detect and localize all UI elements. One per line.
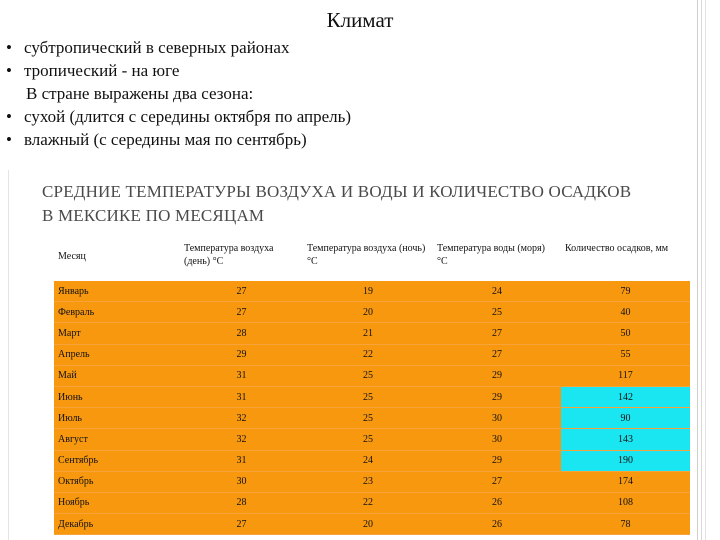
table-heading [42,180,692,228]
cell-precipitation: 142 [561,386,690,407]
cell-month: Октябрь [54,471,180,492]
bullet-dot-icon: • [6,130,12,149]
cell-precipitation: 90 [561,408,690,429]
bullet-dot-icon: • [6,38,12,57]
cell-month: Март [54,323,180,344]
cell-air-day: 31 [180,386,303,407]
plain-line [6,82,351,105]
cell-air-day: 30 [180,471,303,492]
cell-precipitation: 79 [561,281,690,302]
cell-air-day: 28 [180,323,303,344]
header-precipitation: Количество осадков, мм [561,236,690,281]
cell-month: Ноябрь [54,492,180,513]
cell-precipitation: 117 [561,365,690,386]
cell-water: 24 [433,281,561,302]
cell-air-night: 25 [303,408,433,429]
slide-title: Климат [326,8,394,32]
table-row [54,514,690,535]
cell-water: 29 [433,365,561,386]
cell-month: Май [54,365,180,386]
table-row [54,450,690,471]
bullet-item [6,59,351,82]
cell-month: Июнь [54,386,180,407]
cell-air-night: 19 [303,281,433,302]
cell-water: 29 [433,386,561,407]
table-row [54,386,690,407]
slide-frame-left-line [8,170,9,540]
cell-air-night: 22 [303,492,433,513]
cell-precipitation: 78 [561,514,690,535]
cell-air-day: 32 [180,429,303,450]
cell-air-day: 31 [180,450,303,471]
cell-water: 27 [433,323,561,344]
cell-precipitation: 55 [561,344,690,365]
header-month: Месяц [54,236,180,281]
table-row [54,281,690,302]
cell-air-day: 32 [180,408,303,429]
cell-month: Январь [54,281,180,302]
bullet-text: субтропический в северных районах [24,38,290,57]
cell-month: Сентябрь [54,450,180,471]
slide-frame-decoration [690,0,720,540]
cell-precipitation: 40 [561,302,690,323]
cell-air-night: 24 [303,450,433,471]
cell-water: 29 [433,450,561,471]
bullet-item [6,36,351,59]
cell-water: 30 [433,408,561,429]
cell-water: 25 [433,302,561,323]
climate-table [54,236,690,535]
cell-air-day: 27 [180,302,303,323]
cell-month: Декабрь [54,514,180,535]
bullet-dot-icon: • [6,107,12,126]
cell-air-night: 25 [303,365,433,386]
cell-precipitation: 143 [561,429,690,450]
table-body [54,281,690,535]
cell-water: 27 [433,344,561,365]
cell-air-night: 22 [303,344,433,365]
bullet-text: сухой (длится с середины октября по апрель) [24,107,352,126]
cell-air-day: 29 [180,344,303,365]
cell-air-day: 28 [180,492,303,513]
table-header-row [54,236,690,281]
cell-month: Август [54,429,180,450]
table-row [54,365,690,386]
cell-air-night: 21 [303,323,433,344]
cell-water: 26 [433,514,561,535]
bullet-item [6,128,351,151]
cell-precipitation: 174 [561,471,690,492]
cell-month: Февраль [54,302,180,323]
header-air-night: Температура воздуха (ночь) °С [303,236,433,281]
cell-air-day: 27 [180,281,303,302]
cell-air-night: 25 [303,429,433,450]
table-heading-line-1: СРЕДНИЕ ТЕМПЕРАТУРЫ ВОЗДУХА И ВОДЫ И КОЛИЧЕСТВО ОСАДКОВ [42,182,632,201]
cell-water: 30 [433,429,561,450]
climate-table-container [54,236,690,535]
cell-air-night: 20 [303,302,433,323]
cell-month: Апрель [54,344,180,365]
plain-text: В стране выражены два сезона: [26,84,254,103]
table-heading-line-2: В МЕКСИКЕ ПО МЕСЯЦАМ [42,206,265,225]
table-row [54,408,690,429]
table-row [54,323,690,344]
cell-air-day: 27 [180,514,303,535]
bullet-list [6,36,351,151]
bullet-dot-icon: • [6,61,12,80]
cell-precipitation: 190 [561,450,690,471]
table-row [54,429,690,450]
cell-water: 26 [433,492,561,513]
table-row [54,344,690,365]
cell-air-night: 23 [303,471,433,492]
bullet-text: влажный (с середины мая по сентябрь) [24,130,307,149]
cell-month: Июль [54,408,180,429]
cell-precipitation: 50 [561,323,690,344]
table-row [54,471,690,492]
header-water: Температура воды (моря) °С [433,236,561,281]
header-air-day: Температура воздуха (день) °С [180,236,303,281]
cell-air-night: 25 [303,386,433,407]
table-row [54,492,690,513]
bullet-text: тропический - на юге [24,61,180,80]
cell-air-night: 20 [303,514,433,535]
table-row [54,302,690,323]
cell-air-day: 31 [180,365,303,386]
cell-water: 27 [433,471,561,492]
bullet-item [6,105,351,128]
cell-precipitation: 108 [561,492,690,513]
